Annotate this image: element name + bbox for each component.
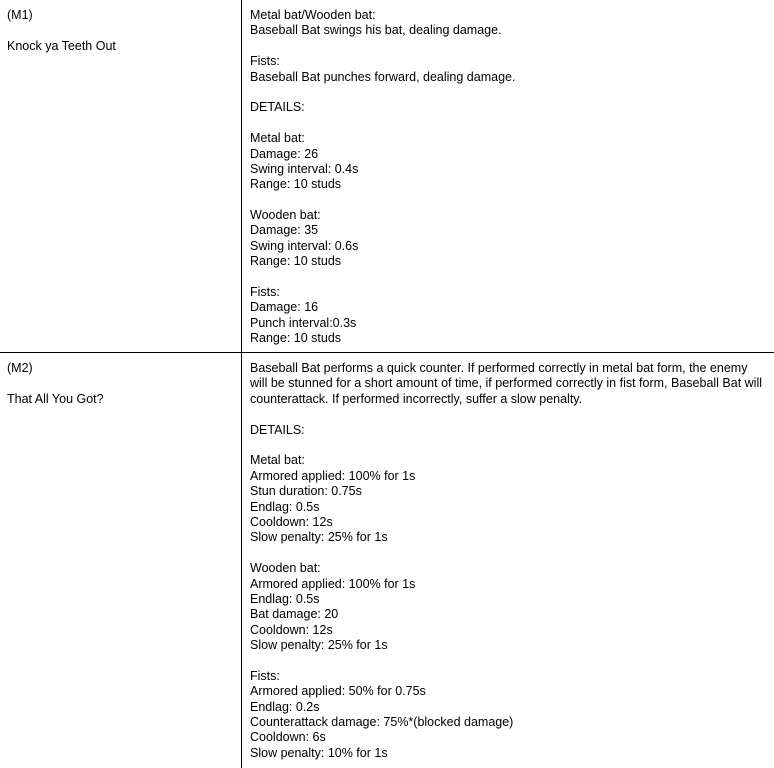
move-cell bbox=[0, 0, 242, 353]
detail-line: Range: 10 studs bbox=[250, 177, 342, 192]
table-row bbox=[0, 0, 774, 353]
detail-line: Slow penalty: 25% for 1s bbox=[250, 530, 388, 545]
spacer bbox=[7, 23, 241, 38]
detail-line: Endlag: 0.5s bbox=[250, 499, 320, 514]
detail-line: Counterattack damage: 75%*(blocked damage) bbox=[250, 715, 514, 730]
section-heading: DETAILS: bbox=[250, 422, 305, 437]
move-code: (M2) bbox=[7, 361, 33, 375]
detail-line: Armored applied: 100% for 1s bbox=[250, 468, 416, 483]
details-content bbox=[242, 0, 774, 347]
detail-line: Damage: 26 bbox=[250, 146, 319, 161]
spacer bbox=[250, 407, 766, 422]
detail-line: Range: 10 studs bbox=[250, 331, 342, 346]
section-heading: Fists: bbox=[250, 285, 280, 300]
move-description: Baseball Bat performs a quick counter. If performed correctly in metal bat form, the enemy will be stunned for a short amount of time, if performed correctly in fist form, Baseball Bat will counterattack. If performed incorrectly, suffer a slow penalty. bbox=[250, 361, 763, 406]
section-heading: Wooden bat: bbox=[250, 208, 321, 223]
detail-line: Stun duration: 0.75s bbox=[250, 484, 362, 499]
detail-line: Cooldown: 12s bbox=[250, 622, 333, 637]
detail-line: Endlag: 0.5s bbox=[250, 591, 320, 606]
detail-line: Swing interval: 0.4s bbox=[250, 161, 359, 176]
detail-line: Damage: 16 bbox=[250, 300, 319, 315]
details-cell bbox=[242, 353, 774, 768]
spacer bbox=[250, 653, 766, 668]
detail-line: Swing interval: 0.6s bbox=[250, 238, 359, 253]
detail-line: Cooldown: 6s bbox=[250, 730, 326, 745]
detail-line: Cooldown: 12s bbox=[250, 514, 333, 529]
spacer bbox=[250, 193, 766, 208]
detail-line: Armored applied: 100% for 1s bbox=[250, 576, 416, 591]
move-name: Knock ya Teeth Out bbox=[7, 38, 116, 53]
move-code: (M1) bbox=[7, 8, 33, 22]
move-name: That All You Got? bbox=[7, 391, 104, 406]
section-heading: Wooden bat: bbox=[250, 561, 321, 576]
spacer bbox=[250, 438, 766, 453]
spacer bbox=[250, 39, 766, 54]
spacer bbox=[250, 546, 766, 561]
detail-line: Bat damage: 20 bbox=[250, 607, 339, 622]
detail-line: Punch interval:0.3s bbox=[250, 315, 357, 330]
section-heading: Fists: bbox=[250, 54, 280, 69]
detail-line: Slow penalty: 25% for 1s bbox=[250, 638, 388, 653]
spacer bbox=[250, 116, 766, 131]
section-heading: Metal bat/Wooden bat: bbox=[250, 8, 376, 22]
detail-line: Endlag: 0.2s bbox=[250, 699, 320, 714]
section-heading: Fists: bbox=[250, 668, 280, 683]
spacer bbox=[7, 376, 241, 391]
section-heading: Metal bat: bbox=[250, 453, 305, 468]
spacer bbox=[250, 270, 766, 285]
detail-line: Baseball Bat punches forward, dealing damage. bbox=[250, 69, 516, 84]
detail-line: Range: 10 studs bbox=[250, 254, 342, 269]
details-content bbox=[242, 353, 774, 761]
table-row bbox=[0, 353, 774, 768]
section-heading: DETAILS: bbox=[250, 100, 305, 115]
detail-line: Armored applied: 50% for 0.75s bbox=[250, 684, 426, 699]
spacer bbox=[250, 85, 766, 100]
section-heading: Metal bat: bbox=[250, 131, 305, 146]
move-cell bbox=[0, 353, 242, 768]
detail-line: Damage: 35 bbox=[250, 223, 319, 238]
detail-line: Slow penalty: 10% for 1s bbox=[250, 745, 388, 760]
details-cell bbox=[242, 0, 774, 353]
detail-line: Baseball Bat swings his bat, dealing damage. bbox=[250, 23, 502, 38]
